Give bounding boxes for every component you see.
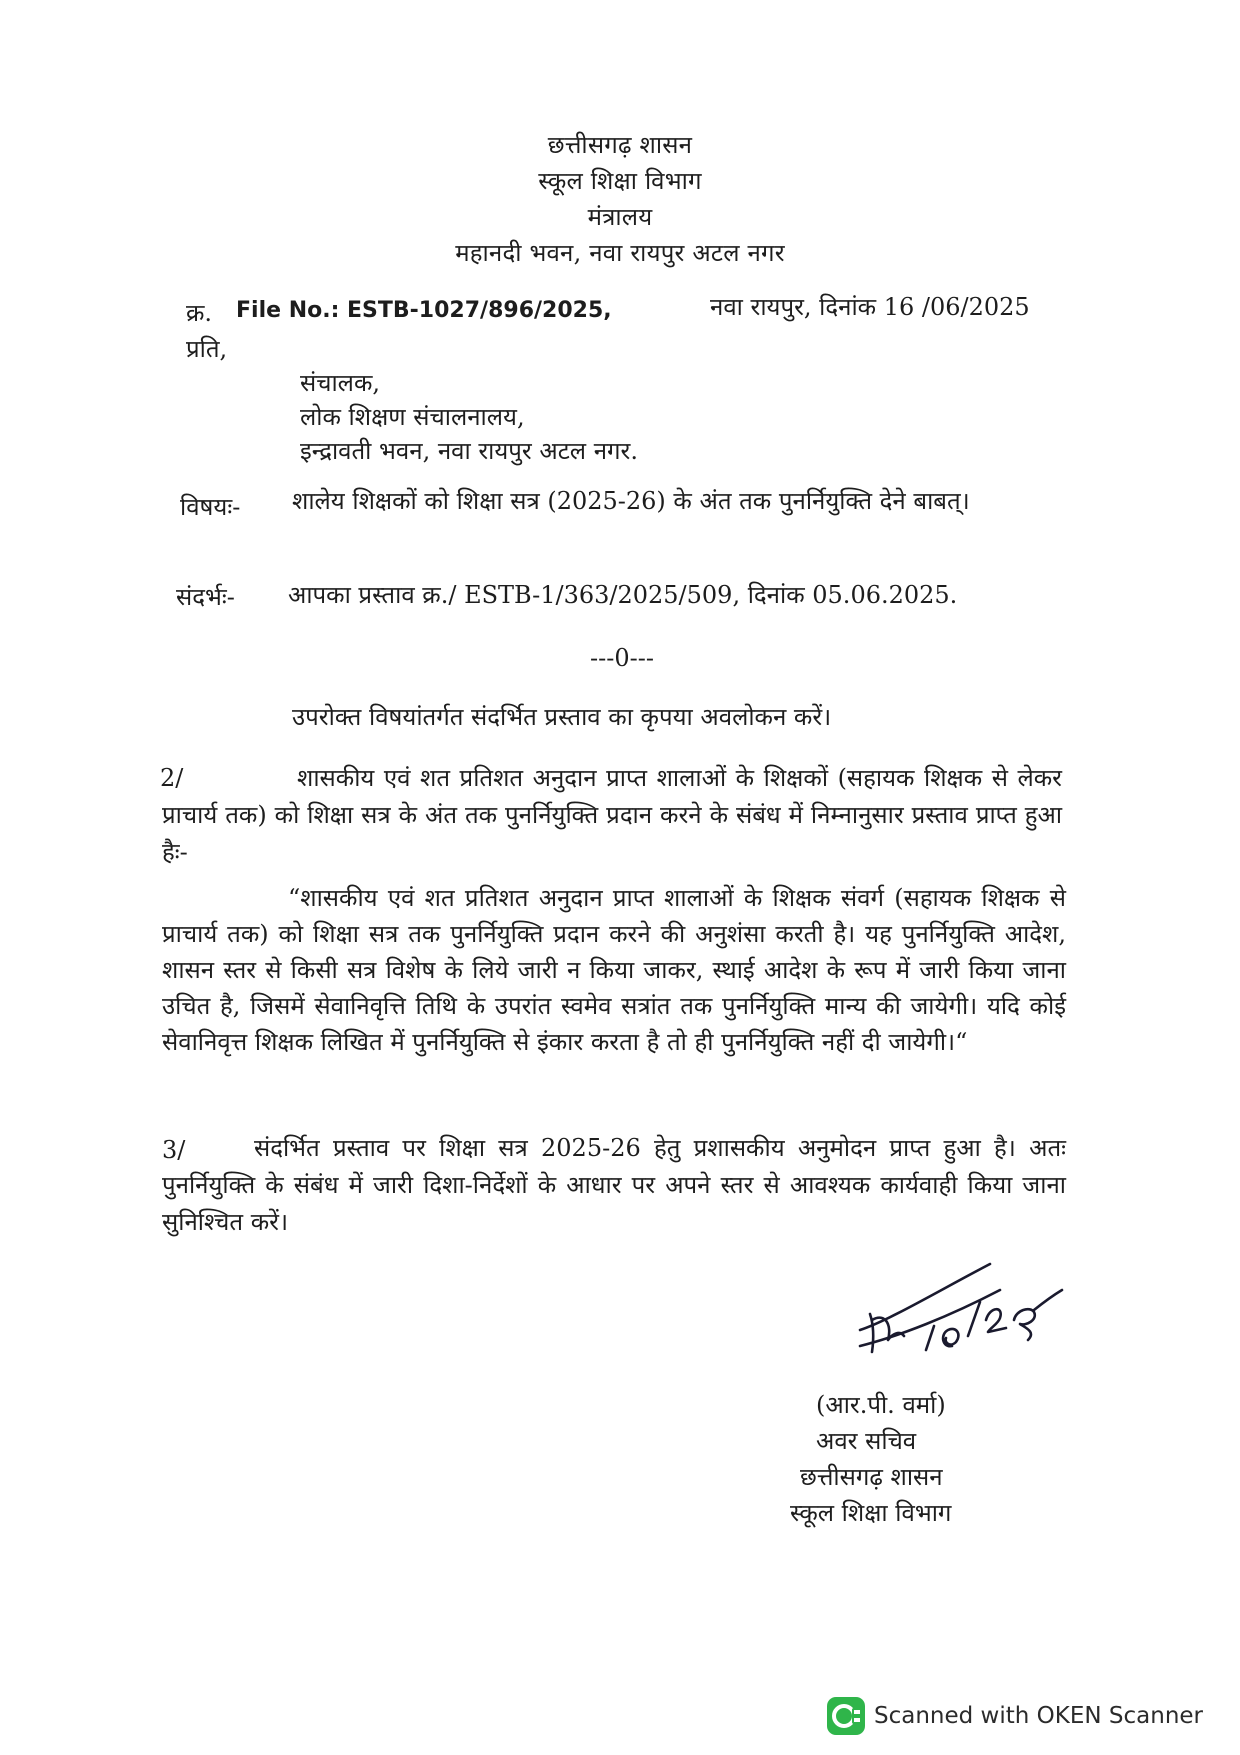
addressee-office: लोक शिक्षण संचालनालय, [300,403,525,431]
ref-prefix: क्र. [186,299,213,327]
header-address: महानदी भवन, नवा रायपुर अटल नगर [455,239,785,267]
addressee-address: इन्द्रावती भवन, नवा रायपुर अटल नगर. [300,437,638,465]
place-date: नवा रायपुर, दिनांक 16 /06/2025 [710,293,1030,321]
paragraph-3-number: 3/ [162,1136,186,1164]
paragraph-2 [162,760,1062,872]
signatory-org-1: छत्तीसगढ़ शासन [800,1463,943,1491]
to-label: प्रति, [186,335,228,363]
scanner-text: Scanned with OKEN Scanner [874,1703,1203,1729]
header-ministry: मंत्रालय [587,203,653,231]
oken-logo-icon [826,1696,866,1736]
reference-label: संदर्भः- [176,583,235,611]
header-department: स्कूल शिक्षा विभाग [538,167,702,195]
scanner-watermark [826,1696,1203,1736]
reference-text: आपका प्रस्ताव क्र./ ESTB-1/363/2025/509, दिनांक 05.06.2025. [288,581,958,609]
handwritten-signature [830,1250,1070,1390]
signatory-designation: अवर सचिव [816,1427,917,1455]
paragraph-2-text: शासकीय एवं शत प्रतिशत अनुदान प्राप्त शालाओं के शिक्षकों (सहायक शिक्षक से लेकर प्राचार्य तक) को शिक्षा सत्र के अंत तक पुनर्नियुक्ति प्रदान करने के संबंध में निम्नानुसार प्रस्ताव प्राप्त हुआ हैः- [162,764,1062,867]
subject-label: विषयः- [180,493,241,521]
paragraph-3 [162,1130,1066,1242]
signatory-name: (आर.पी. वर्मा) [816,1391,946,1419]
subject-text: शालेय शिक्षकों को शिक्षा सत्र (2025-26) के अंत तक पुनर्नियुक्ति देने बाबत्। [292,487,970,515]
divider: ---0--- [590,644,654,672]
quoted-proposal: “शासकीय एवं शत प्रतिशत अनुदान प्राप्त शालाओं के शिक्षक संवर्ग (सहायक शिक्षक से प्राचार्य तक) को शिक्षा सत्र तक पुनर्नियुक्ति प्रदान करने की अनुशंसा करती है। यह पुनर्नियुक्ति आदेश, शासन स्तर से किसी सत्र विशेष के लिये जारी न किया जाकर, स्थाई आदेश के रूप में जारी किया जाना उचित है, जिसमें सेवानिवृत्ति तिथि के उपरांत स्वमेव सत्रांत तक पुनर्नियुक्ति मान्य की जायेगी। यदि कोई सेवानिवृत्त शिक्षक लिखित में पुनर्नियुक्ति से इंकार करता है तो ही पुनर्नियुक्ति नहीं दी जायेगी।“ [162,884,1066,1056]
file-number: File No.: ESTB-1027/896/2025, [236,298,612,323]
paragraph-3-text: संदर्भित प्रस्ताव पर शिक्षा सत्र 2025-26 हेतु प्रशासकीय अनुमोदन प्राप्त हुआ है। अतः पुनर्नियुक्ति के संबंध में जारी दिशा-निर्देशों के आधार पर अपने स्तर से आवश्यक कार्यवाही किया जाना सुनिश्चित करें। [162,1134,1066,1237]
signature-date: 16/6/25 [830,1250,834,1251]
signatory-org-2: स्कूल शिक्षा विभाग [790,1499,952,1527]
addressee-title: संचालक, [300,369,381,397]
header-govt: छत्तीसगढ़ शासन [547,131,693,159]
paragraph-1: उपरोक्त विषयांतर्गत संदर्भित प्रस्ताव का कृपया अवलोकन करें। [292,703,832,731]
paragraph-2-number: 2/ [160,764,184,792]
